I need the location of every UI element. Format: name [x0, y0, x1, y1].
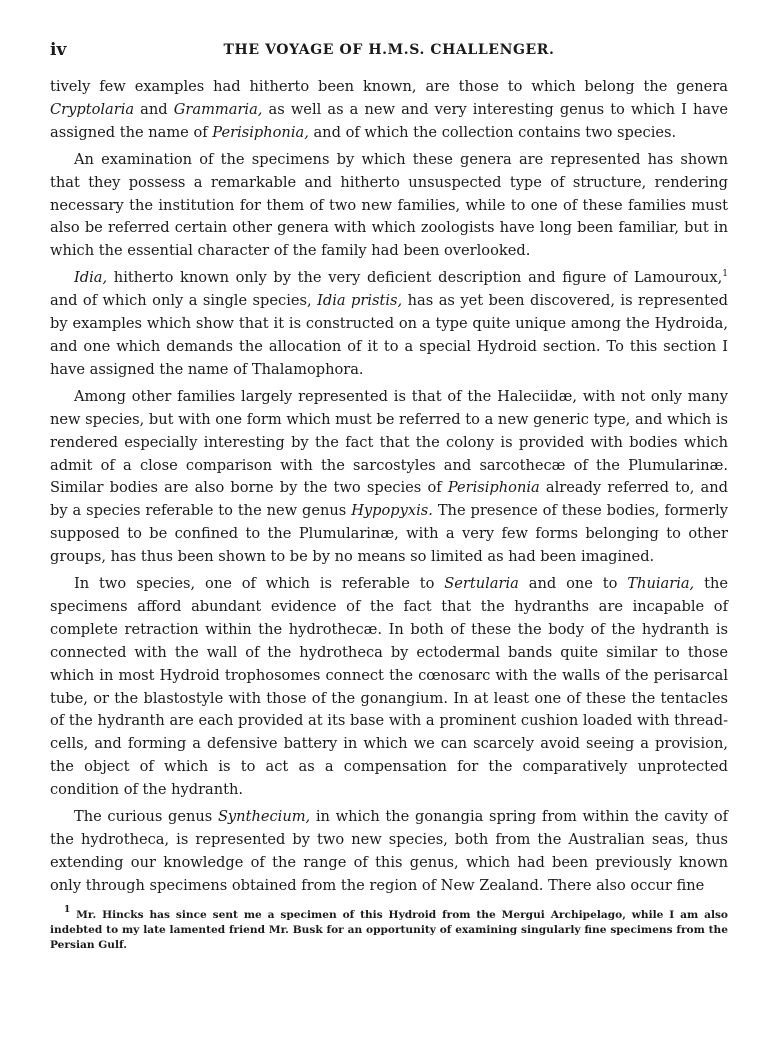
italic-term: Hypopyxis.	[351, 502, 433, 520]
page-header	[50, 40, 728, 66]
text-run: hitherto known only by the very deficient description and figure of Lamouroux,	[107, 269, 723, 287]
text-run: and of which the collection contains two species.	[308, 123, 677, 141]
page-number: iv	[50, 40, 67, 60]
text-run: and	[134, 100, 174, 118]
text-run: and one to	[518, 575, 628, 593]
text-run: The curious genus	[74, 808, 218, 826]
text-run: tively few examples had hitherto been known, are those to which belong the genera	[50, 78, 728, 95]
footnote-text: Mr. Hincks has since sent me a specimen of this Hydroid from the Mergui Archipelago, while I am also indebted to my late lamented friend Mr. Busk for an opportunity of examining singularly fine specimens from the Persian Gulf.	[50, 908, 728, 951]
italic-term: Thuiaria,	[627, 575, 695, 593]
italic-term: Cryptolaria	[50, 100, 135, 118]
text-run: already referred to, and by a species referable to the new genus	[50, 479, 728, 520]
italic-term: Perisiphonia,	[212, 123, 309, 141]
italic-term: Idia,	[74, 269, 108, 287]
paragraph-continued	[50, 76, 728, 145]
footnote-ref[interactable]: 1	[722, 269, 728, 280]
text-run: In two species, one of which is referable to	[74, 575, 445, 593]
paragraph-families	[50, 149, 728, 264]
italic-term: Idia pristis,	[317, 292, 403, 310]
footnote-marker: 1	[64, 904, 71, 915]
paragraph-haleciidae	[50, 386, 728, 569]
text-run: Among other families largely represented is that of the Haleciidæ, with not only many new species, but with one form which must be referred to a new generic type, and which is rendered especially interesting by the fact that the colony is provided with bodies which admit of a close comparison with the sarcostyles and sarcothecæ of the Plumularinæ. Similar bodies are also borne by the two species of	[50, 387, 728, 497]
text-run: the specimens afford abundant evidence of the fact that the hydranths are incapable of complete retraction within the hydrothecæ. In both of these the body of the hydranth is connected with the wall of the hydrotheca by ectodermal bands quite similar to those which in most Hydroid trophosomes connect the cœnosarc with the walls of the perisarcal tube, or the blastostyle with those of the gonangium. In at least one of these the tentacles of the hydranth are each provided at its base with a prominent cushion loaded with thread-cells, and forming a defensive battery in which we can scarcely avoid seeing a provision, the object of which is to act as a compensation for the comparatively unprotected condition of the hydranth.	[50, 575, 728, 799]
text-run: as well as a new and very interesting genus to which I have assigned the name of	[50, 100, 728, 141]
text-run: The presence of these bodies, formerly supposed to be confined to the Plumularinæ, with a very few forms belonging to other groups, has thus been shown to be by no means so limited as had been imagined.	[50, 502, 728, 566]
italic-term: Sertularia	[444, 575, 519, 593]
document-page	[50, 40, 728, 953]
footnote	[50, 904, 728, 953]
paragraph-hydranths	[50, 573, 728, 802]
italic-term: Grammaria,	[173, 100, 263, 118]
italic-term: Synthecium,	[217, 808, 311, 826]
italic-term: Perisiphonia	[447, 479, 540, 497]
text-run: has as yet been discovered, is represented by examples which show that it is constructed on a type quite unique among the Hydroida, and one which demands the allocation of it to a special Hydroid section. To this section I have assigned the name of Thalamophora.	[50, 292, 728, 378]
text-run: in which the gonangia spring from within the cavity of the hydrotheca, is represented by two new species, both from the Australian seas, thus extending our knowledge of the range of this genus, which had been previously known only through specimens obtained from the region of New Zealand. There also occur fine	[50, 808, 729, 894]
running-title: THE VOYAGE OF H.M.S. CHALLENGER.	[223, 42, 555, 58]
text-run: An examination of the specimens by which these genera are represented has shown that they possess a remarkable and hitherto unsuspected type of structure, rendering necessary the institution for them of two new families, while to one of these families must also be referred certain other genera with which zoologists have long been familiar, but in which the essential character of the family had been overlooked.	[50, 150, 728, 260]
body-text	[50, 76, 728, 898]
paragraph-idia	[50, 267, 728, 382]
paragraph-synthecium	[50, 806, 728, 898]
text-run: and of which only a single species,	[50, 292, 318, 310]
